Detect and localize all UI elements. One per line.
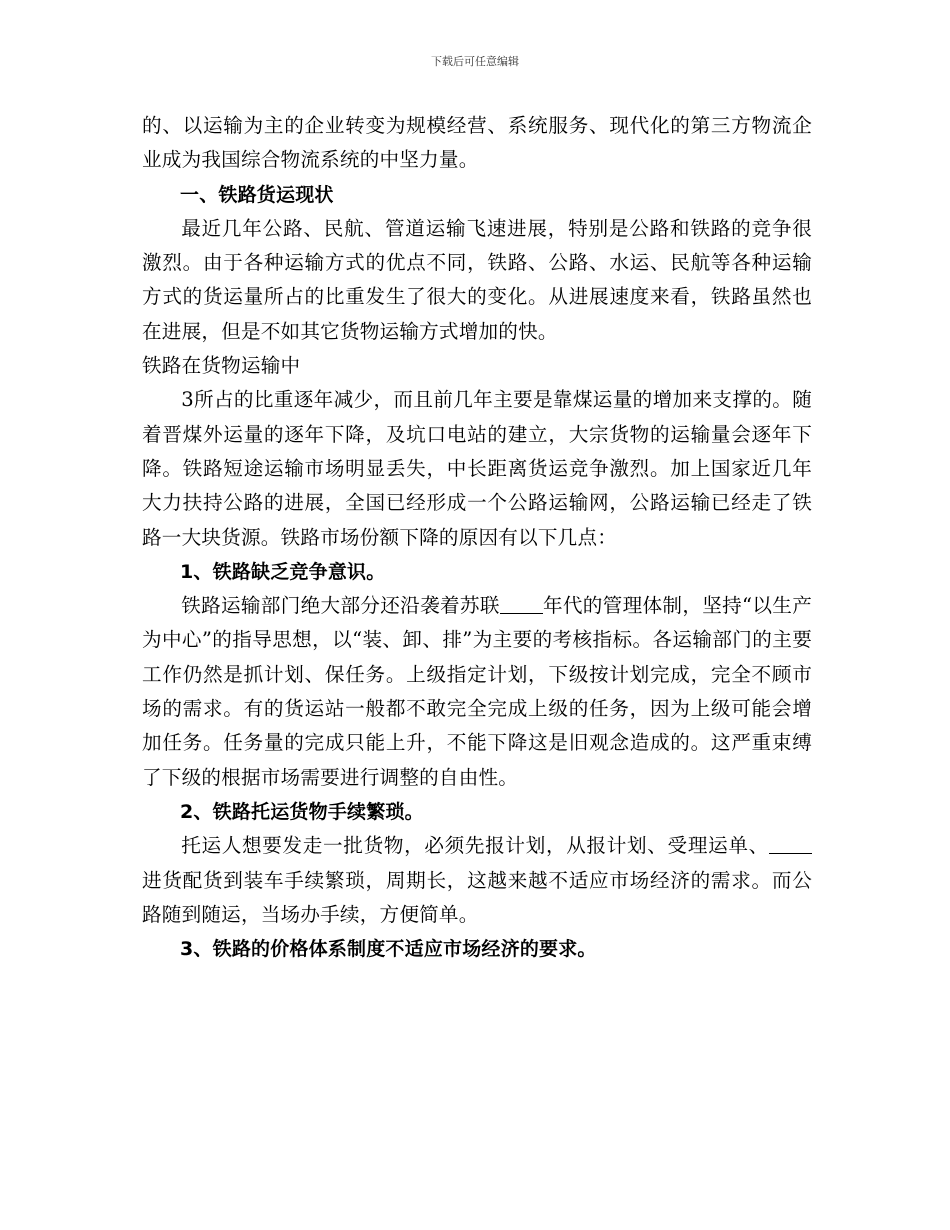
section-heading-2: 1、铁路缺乏竞争意识。	[180, 560, 386, 583]
section-heading-4: 3、铁路的价格体系制度不适应市场经济的要求。	[180, 938, 597, 961]
section-heading-1: 一、铁路货运现状	[180, 183, 334, 206]
paragraph-railway-status: 最近几年公路、民航、管道运输飞速进展，特别是公路和铁路的竞争很激烈。由于各种运输方式的优点不同，铁路、公路、水运、民航等各种运输方式的货运量所占的比重发生了很大的变化。从进展速度来看，铁路虽然也在进展，但是不如其它货物运输方式增加的快。	[142, 216, 812, 343]
page-header-note: 下载后可任意编辑	[431, 55, 519, 68]
paragraph-continued: 的、以运输为主的企业转变为规模经营、系统服务、现代化的第三方物流企业成为我国综合物流系统的中坚力量。	[142, 114, 812, 172]
paragraph-competition-awareness	[142, 589, 812, 795]
paragraph-procedures	[142, 829, 812, 932]
document-body	[142, 109, 812, 966]
blank-underline	[500, 594, 543, 615]
paragraph-part-a: 托运人想要发走一批货物，必须先报计划，从报计划、受理运单、	[181, 834, 769, 858]
paragraph-market-share: 3所占的比重逐年减少，而且前几年主要是靠煤运量的增加来支撑的。随着晋煤外运量的逐年下降，及坑口电站的建立，大宗货物的运输量会逐年下降。铁路短途运输市场明显丢失，中长距离货运竞争激烈。加上国家近几年大力扶持公路的进展，全国已经形成一个公路运输网，公路运输已经走了铁路一大块货源。铁路市场份额下降的原因有以下几点：	[142, 388, 812, 549]
paragraph-part-a: 铁路运输部门绝大部分还沿袭着苏联	[181, 594, 500, 618]
paragraph-part-b: 进货配货到装车手续繁琐，周期长，这越来越不适应市场经济的需求。而公路随到随运，当场办手续，方便简单。	[142, 868, 812, 926]
paragraph-part-b: 年代的管理体制，坚持“以生产为中心”的指导思想，以“装、卸、排”为主要的考核指标。各运输部门的主要工作仍然是抓计划、保任务。上级指定计划，下级按计划完成，完全不顾市场的需求。有的货运站一般都不敢完全完成上级的任务，因为上级可能会增加任务。任务量的完成只能上升，不能下降这是旧观念造成的。这严重束缚了下级的根据市场需要进行调整的自由性。	[142, 594, 812, 789]
paragraph-fragment: 铁路在货物运输中	[142, 354, 301, 378]
section-heading-3: 2、铁路托运货物手续繁琐。	[180, 800, 424, 823]
blank-underline	[769, 834, 812, 855]
